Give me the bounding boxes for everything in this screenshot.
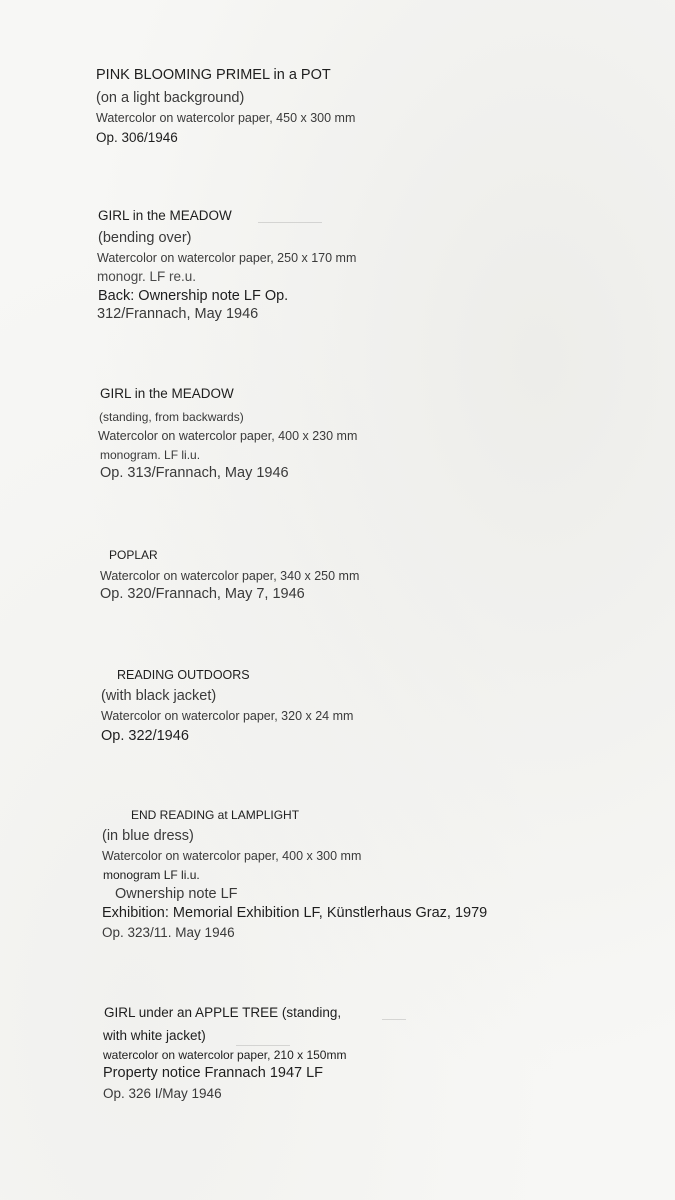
entry-title: END READING at LAMPLIGHT bbox=[131, 808, 300, 822]
entry-title: GIRL in the MEADOW bbox=[100, 386, 234, 401]
entry-opus: Op. 326 I/May 1946 bbox=[103, 1086, 222, 1101]
entry-opus: Op. 306/1946 bbox=[96, 130, 178, 145]
entry-subtitle: (in blue dress) bbox=[102, 828, 194, 844]
entry-subtitle: (standing, from backwards) bbox=[99, 410, 244, 424]
entry-medium: Watercolor on watercolor paper, 450 x 300 mm bbox=[96, 111, 356, 125]
scan-artifact bbox=[258, 222, 322, 223]
entry-subtitle: with white jacket) bbox=[103, 1028, 206, 1043]
entry-medium: watercolor on watercolor paper, 210 x 150mm bbox=[103, 1048, 347, 1062]
entry-monogram: monogr. LF re.u. bbox=[97, 269, 197, 284]
entry-title: GIRL in the MEADOW bbox=[98, 208, 232, 223]
entry-property: Property notice Frannach 1947 LF bbox=[103, 1065, 324, 1081]
entry-opus: Op. 313/Frannach, May 1946 bbox=[100, 465, 289, 481]
entry-subtitle: (with black jacket) bbox=[101, 688, 217, 704]
entry-monogram: monogram. LF li.u. bbox=[100, 448, 201, 462]
scan-artifact bbox=[236, 1045, 290, 1046]
entry-opus: Op. 322/1946 bbox=[101, 728, 189, 744]
entry-medium: Watercolor on watercolor paper, 320 x 24 mm bbox=[101, 709, 354, 723]
entry-medium: Watercolor on watercolor paper, 400 x 300 mm bbox=[102, 849, 362, 863]
entry-title: READING OUTDOORS bbox=[117, 668, 250, 682]
entry-title: PINK BLOOMING PRIMEL in a POT bbox=[96, 67, 331, 83]
scan-artifact bbox=[382, 1019, 406, 1020]
entry-opus: Op. 323/11. May 1946 bbox=[102, 925, 235, 940]
entry-monogram: monogram LF li.u. bbox=[103, 868, 200, 882]
entry-ownership: Ownership note LF bbox=[115, 886, 238, 902]
entry-subtitle: (on a light background) bbox=[96, 90, 245, 106]
entry-ownership: Back: Ownership note LF Op. bbox=[98, 288, 289, 304]
entry-subtitle: (bending over) bbox=[98, 230, 192, 246]
entry-title: POPLAR bbox=[109, 548, 158, 562]
entry-opus: Op. 320/Frannach, May 7, 1946 bbox=[100, 586, 305, 602]
entry-medium: Watercolor on watercolor paper, 340 x 250 mm bbox=[100, 569, 360, 583]
entry-exhibition: Exhibition: Memorial Exhibition LF, Künstlerhaus Graz, 1979 bbox=[102, 905, 488, 921]
entry-title: GIRL under an APPLE TREE (standing, bbox=[104, 1005, 342, 1020]
entry-medium: Watercolor on watercolor paper, 250 x 170 mm bbox=[97, 251, 357, 265]
entry-opus: 312/Frannach, May 1946 bbox=[97, 306, 259, 322]
entry-medium: Watercolor on watercolor paper, 400 x 230 mm bbox=[98, 429, 358, 443]
